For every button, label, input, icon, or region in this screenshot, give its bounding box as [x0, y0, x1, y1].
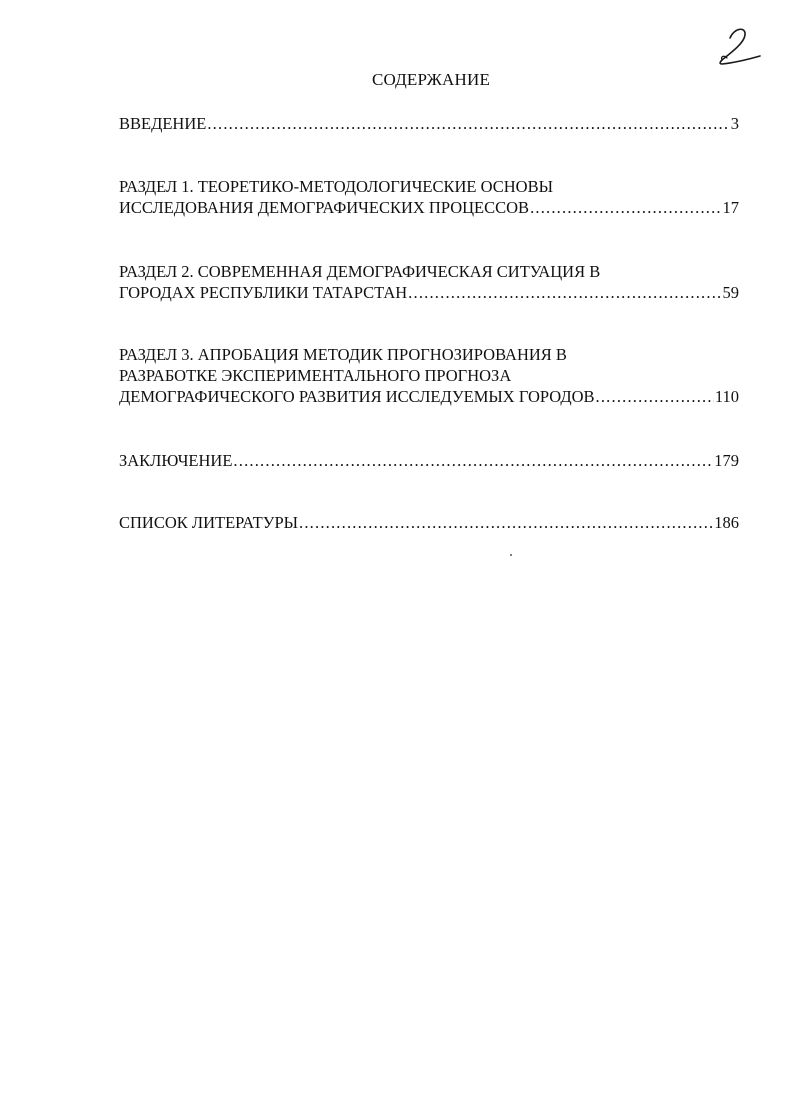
handwritten-two-icon — [712, 22, 764, 72]
toc-entry-references[interactable] — [119, 512, 739, 533]
toc-entry-conclusion[interactable] — [119, 450, 739, 471]
toc-entry-title-line: РАЗДЕЛ 1. ТЕОРЕТИКО-МЕТОДОЛОГИЧЕСКИЕ ОСНОВЫ — [119, 177, 553, 196]
toc-entry-page-number: 59 — [722, 283, 739, 302]
toc-entry-line — [119, 512, 739, 533]
toc-entry-section-2[interactable] — [119, 261, 739, 303]
toc-entry-page-number: 110 — [714, 387, 739, 406]
toc-entry-page-number: 3 — [730, 114, 739, 133]
dot-leader — [233, 450, 713, 471]
toc-entry-line — [119, 450, 739, 471]
toc-entry-section-3[interactable] — [119, 344, 739, 407]
toc-entry-title: ДЕМОГРАФИЧЕСКОГО РАЗВИТИЯ ИССЛЕДУЕМЫХ ГОРОДОВ — [119, 387, 595, 406]
dot-leader — [408, 282, 721, 303]
toc-entry-title: СПИСОК ЛИТЕРАТУРЫ — [119, 513, 299, 532]
toc-entry-page-number: 179 — [714, 451, 739, 470]
toc-entry-line — [119, 386, 739, 407]
toc-entry-title-line: РАЗДЕЛ 3. АПРОБАЦИЯ МЕТОДИК ПРОГНОЗИРОВАНИЯ В — [119, 345, 567, 364]
toc-entry-title-line: РАЗРАБОТКЕ ЭКСПЕРИМЕНТАЛЬНОГО ПРОГНОЗА — [119, 366, 512, 385]
toc-entry-title: ЗАКЛЮЧЕНИЕ — [119, 451, 233, 470]
toc-entry-page-number: 17 — [722, 198, 739, 217]
dot-leader — [299, 512, 713, 533]
toc-title: СОДЕРЖАНИЕ — [371, 70, 491, 89]
dot-leader — [596, 386, 714, 407]
toc-entry-title: ВВЕДЕНИЕ — [119, 114, 207, 133]
toc-entry-introduction[interactable] — [119, 113, 739, 134]
dot-leader — [207, 113, 729, 134]
toc-entry-line — [119, 282, 739, 303]
toc-entry-title-line: РАЗДЕЛ 2. СОВРЕМЕННАЯ ДЕМОГРАФИЧЕСКАЯ СИТУАЦИЯ В — [119, 262, 601, 281]
dot-leader — [530, 197, 721, 218]
toc-entry-line — [119, 113, 739, 134]
toc-entry-page-number: 186 — [714, 513, 739, 532]
scan-speck — [510, 554, 512, 556]
toc-entry-section-1[interactable] — [119, 176, 739, 218]
toc-entry-title: ГОРОДАХ РЕСПУБЛИКИ ТАТАРСТАН — [119, 283, 408, 302]
toc-entry-line — [119, 197, 739, 218]
toc-entry-title: ИССЛЕДОВАНИЯ ДЕМОГРАФИЧЕСКИХ ПРОЦЕССОВ — [119, 198, 530, 217]
handwritten-page-number — [712, 22, 764, 72]
